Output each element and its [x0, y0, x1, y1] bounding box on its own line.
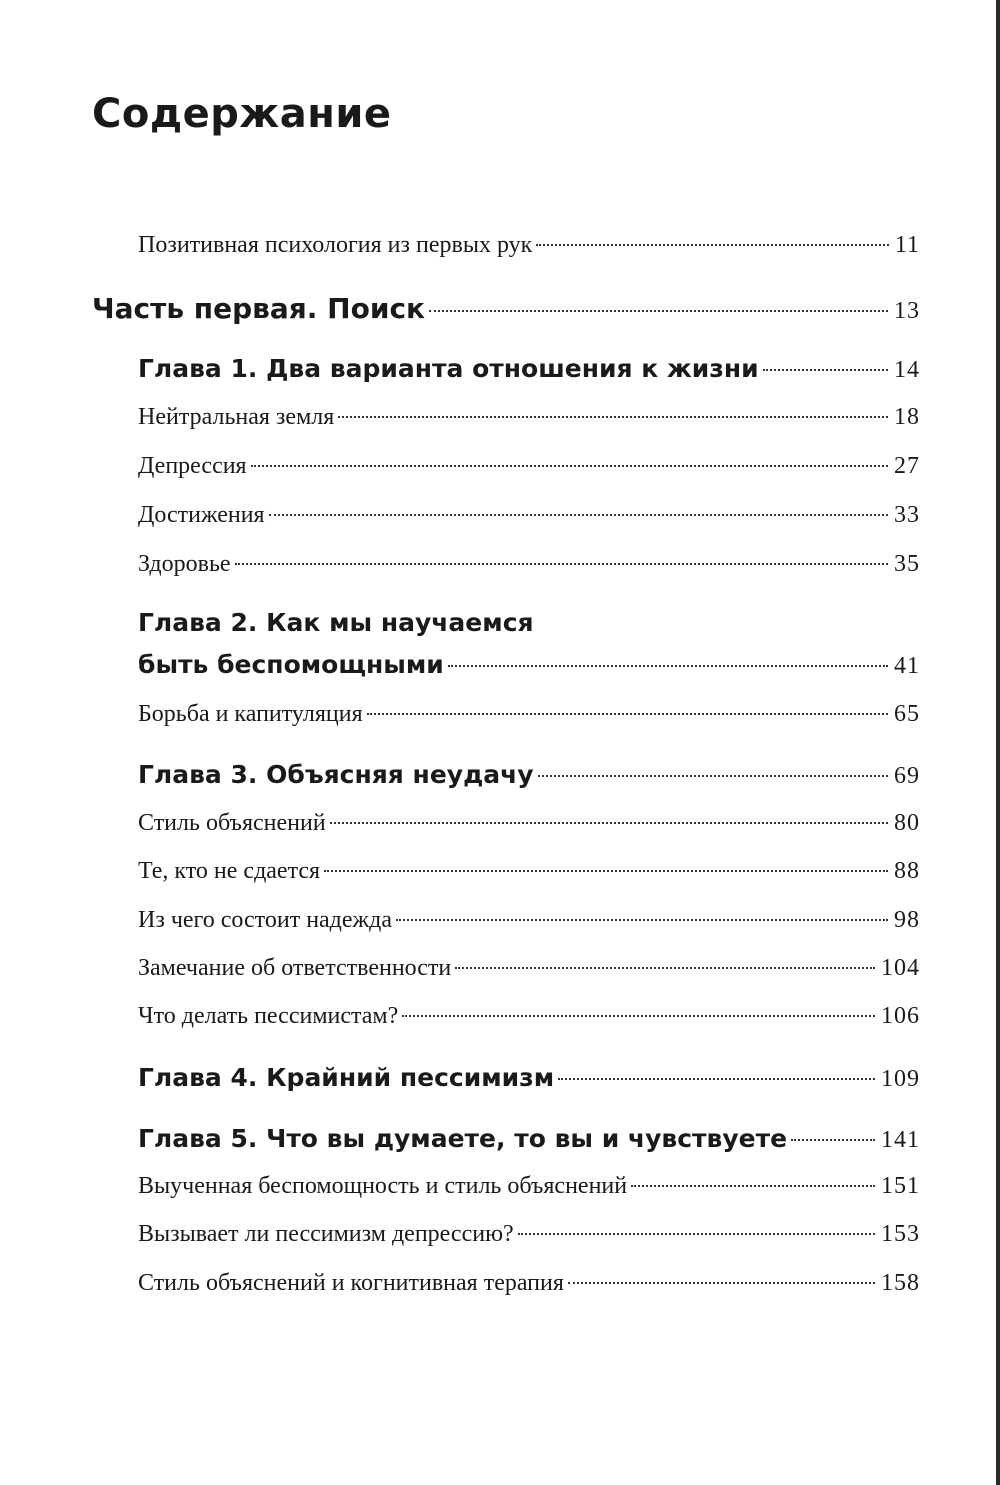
toc-entry-label: Позитивная психология из первых рук	[138, 232, 533, 258]
dot-leader	[235, 563, 888, 565]
toc-entry-page: 27	[894, 453, 920, 479]
toc-chapter	[138, 650, 920, 680]
toc-entry-page: 88	[894, 858, 920, 884]
chapter-number: Глава 5.	[138, 1124, 258, 1153]
toc-entry-page: 35	[894, 551, 920, 577]
dot-leader	[763, 369, 888, 371]
dot-leader	[324, 870, 888, 872]
toc-entry-page: 18	[894, 404, 920, 430]
dot-leader	[538, 775, 888, 777]
toc-entry-page: 14	[894, 357, 920, 383]
toc-entry-label: Борьба и капитуляция	[138, 701, 363, 727]
toc-entry-page: 65	[894, 701, 920, 727]
toc-entry	[138, 1173, 920, 1200]
toc-chapter-label	[138, 1063, 554, 1092]
toc-entry	[138, 907, 920, 934]
dot-leader	[402, 1015, 875, 1017]
toc-entry	[138, 232, 920, 259]
chapter-title: Два варианта отношения к жизни	[257, 354, 759, 383]
chapter-title-line1: Как мы научаемся	[257, 608, 534, 637]
toc-entry-label: Достижения	[138, 502, 265, 528]
dot-leader	[338, 416, 888, 418]
toc-entry-page: 158	[881, 1270, 920, 1296]
toc-entry-page: 106	[881, 1003, 920, 1029]
dot-leader	[396, 919, 888, 921]
toc-entry-label: Замечание об ответственности	[138, 955, 452, 981]
toc-entry	[138, 502, 920, 529]
toc-entry-label: Вызывает ли пессимизм депрессию?	[138, 1221, 514, 1247]
toc-chapter	[138, 354, 920, 384]
dot-leader	[251, 465, 888, 467]
toc-chapter	[138, 1063, 920, 1093]
toc-entry-label: Выученная беспомощность и стиль объяснений	[138, 1173, 628, 1199]
toc-entry	[138, 1003, 920, 1030]
toc-entry-page: 109	[881, 1066, 920, 1092]
dot-leader	[448, 665, 888, 667]
dot-leader	[367, 713, 888, 715]
dot-leader	[455, 967, 875, 969]
toc-entry	[138, 1221, 920, 1248]
toc-entry	[138, 453, 920, 480]
toc-part	[92, 292, 920, 325]
toc-entry-page: 69	[894, 763, 920, 789]
chapter-number: Глава 1.	[138, 354, 258, 383]
toc-entry-page: 98	[894, 907, 920, 933]
toc-entry-label: Депрессия	[138, 453, 247, 479]
chapter-number: Глава 2.	[138, 608, 258, 637]
toc-entry-label: Стиль объяснений и когнитивная терапия	[138, 1270, 564, 1296]
page-title: Содержание	[92, 91, 392, 137]
toc-entry-page: 104	[881, 955, 920, 981]
dot-leader	[518, 1233, 875, 1235]
chapter-title: Что вы думаете, то вы и чувствуете	[257, 1124, 788, 1153]
dot-leader	[631, 1185, 875, 1187]
toc-part-label: Часть первая. Поиск	[92, 292, 426, 325]
toc-chapter	[138, 1124, 920, 1154]
toc-entry	[138, 858, 920, 885]
toc-entry-page: 153	[881, 1221, 920, 1247]
dot-leader	[558, 1078, 875, 1080]
chapter-title-line2: быть беспомощными	[138, 650, 444, 679]
dot-leader	[791, 1139, 875, 1141]
chapter-number: Глава 3.	[138, 760, 258, 789]
toc-chapter-label	[138, 760, 534, 789]
toc-entry-label: Те, кто не сдается	[138, 858, 321, 884]
toc-chapter	[138, 760, 920, 790]
toc-chapter-label	[138, 1124, 787, 1153]
toc-entry-page: 33	[894, 502, 920, 528]
toc-entry-page: 151	[881, 1173, 920, 1199]
toc-entry-page: 80	[894, 810, 920, 836]
toc-entry-label: Нейтральная земля	[138, 404, 335, 430]
toc-entry	[138, 810, 920, 837]
page-edge-shadow	[996, 0, 1000, 1485]
toc-entry-label: Что делать пессимистам?	[138, 1003, 399, 1029]
toc-entry-page: 141	[881, 1127, 920, 1153]
toc-entry-label: Стиль объяснений	[138, 810, 326, 836]
chapter-title: Крайний пессимизм	[257, 1063, 555, 1092]
dot-leader	[536, 244, 889, 246]
toc-entry	[138, 404, 920, 431]
toc-entry-page: 41	[894, 653, 920, 679]
toc-entry-page: 11	[894, 232, 920, 258]
toc-entry-page: 13	[894, 298, 920, 324]
dot-leader	[269, 514, 888, 516]
chapter-title: Объясняя неудачу	[257, 760, 534, 789]
toc-entry	[138, 955, 920, 982]
toc-entry-label: Здоровье	[138, 551, 231, 577]
dot-leader	[568, 1282, 875, 1284]
toc-entry	[138, 701, 920, 728]
toc-chapter-first-line	[138, 608, 534, 637]
toc-chapter-label	[138, 354, 759, 383]
toc-entry	[138, 1270, 920, 1297]
dot-leader	[429, 310, 888, 312]
dot-leader	[330, 822, 888, 824]
chapter-number: Глава 4.	[138, 1063, 258, 1092]
toc-entry	[138, 551, 920, 578]
toc-entry-label: Из чего состоит надежда	[138, 907, 392, 933]
